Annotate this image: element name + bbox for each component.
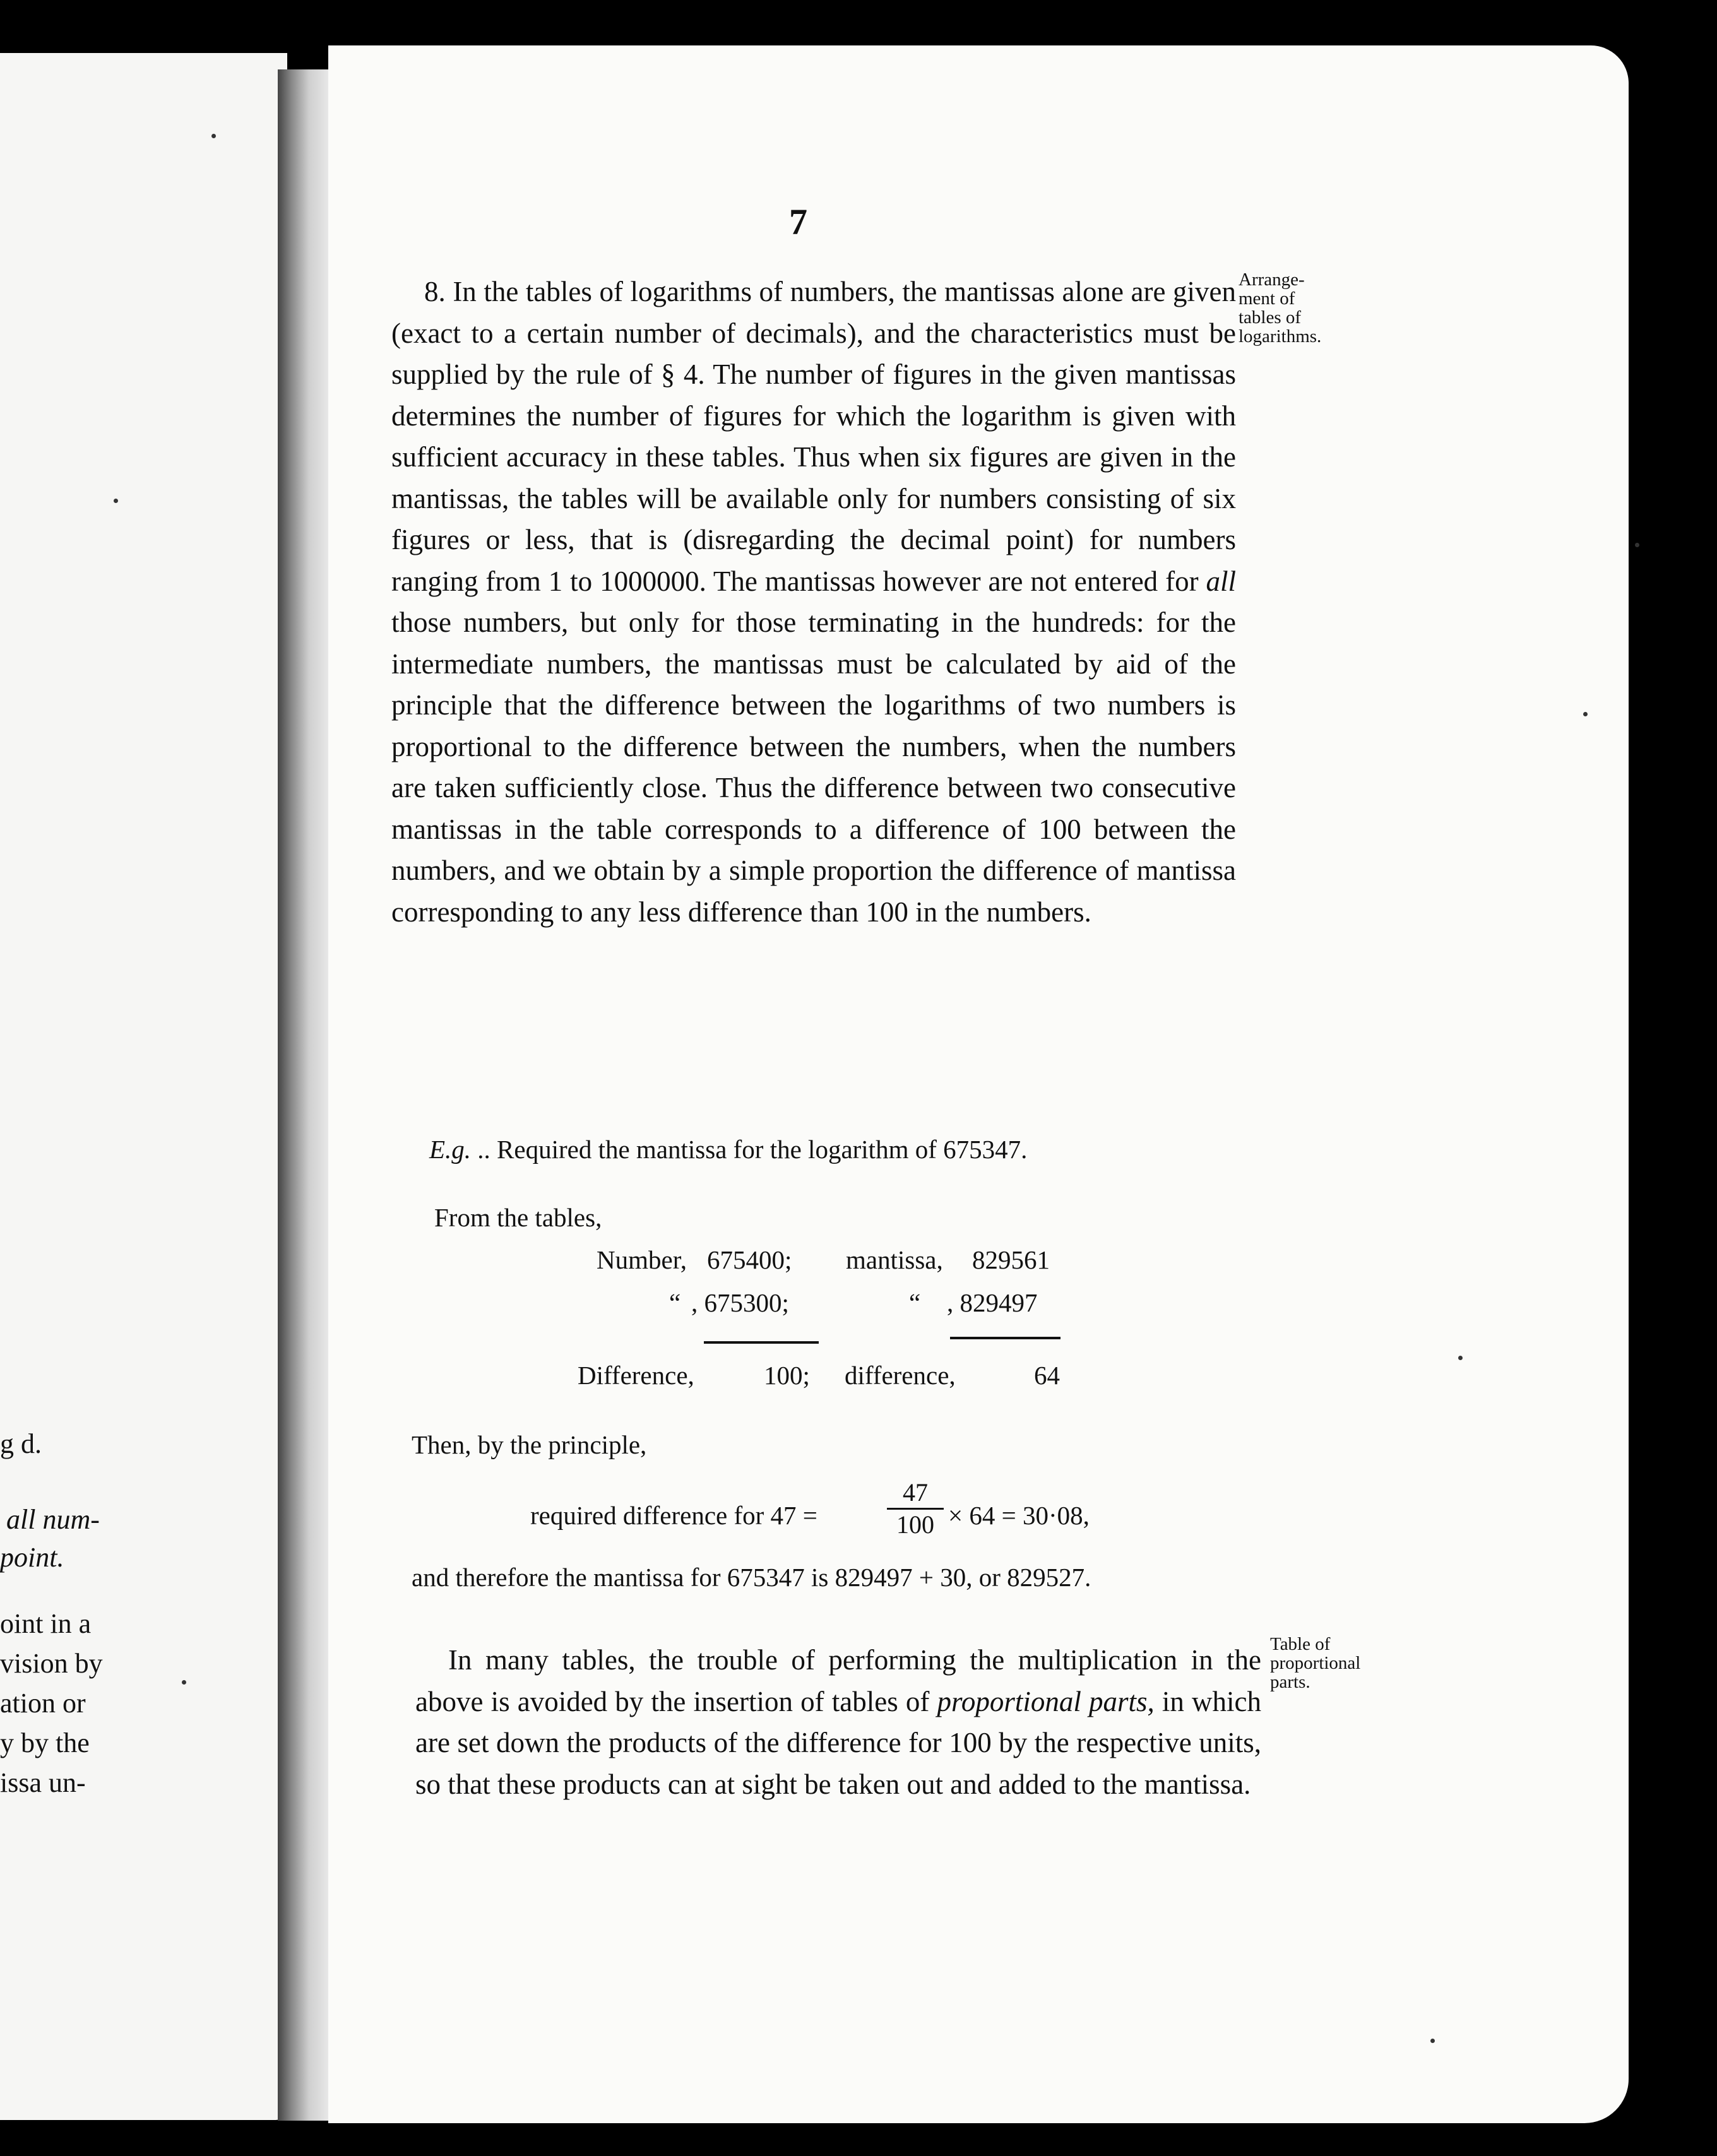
calc-label: Number, — [597, 1245, 687, 1274]
rule-numbers — [704, 1341, 819, 1344]
calc-number: 100; — [764, 1361, 810, 1390]
left-fragment: g d. — [0, 1428, 42, 1459]
sidenote-line: parts. — [1270, 1672, 1310, 1692]
calc-mlabel: “ — [909, 1288, 921, 1317]
calc-mantissa: 829561 — [972, 1245, 1050, 1274]
rule-mantissas — [950, 1337, 1060, 1339]
calc-mlabel: mantissa, — [846, 1245, 943, 1274]
sidenote-line: proportional — [1270, 1653, 1361, 1673]
fraction — [887, 1480, 944, 1537]
emphasis: proportional parts, — [937, 1685, 1155, 1717]
calc-mantissa: , 829497 — [947, 1288, 1038, 1317]
paper-speck — [211, 134, 216, 138]
sidenote-arrangement — [1239, 270, 1321, 346]
paper-speck — [1458, 1356, 1463, 1360]
sidenote-line: tables of — [1239, 307, 1302, 328]
calc-number: , 675300; — [691, 1288, 789, 1317]
left-fragment: oint in a — [0, 1608, 92, 1639]
formula-right: × 64 = 30·08, — [948, 1501, 1090, 1530]
calc-mantissa: 64 — [1034, 1361, 1060, 1390]
book-gutter — [278, 69, 335, 2121]
sidenote-line: Table of — [1270, 1634, 1331, 1654]
paragraph-proportional-parts — [415, 1640, 1261, 1805]
left-fragment: all num- — [6, 1504, 100, 1535]
calc-label: “ — [669, 1288, 681, 1317]
emphasis: all — [1206, 565, 1237, 597]
left-fragment: ation or — [0, 1688, 86, 1719]
calc-label: Difference, — [578, 1361, 694, 1390]
example-label: E.g. — [429, 1135, 472, 1164]
from-tables: From the tables, — [434, 1203, 602, 1232]
fraction-denominator: 100 — [896, 1510, 934, 1539]
calc-mlabel: difference, — [845, 1361, 956, 1390]
paper-speck — [114, 499, 118, 503]
left-fragment: y by the — [0, 1727, 90, 1758]
example-heading — [429, 1134, 1027, 1164]
sidenote-proportional — [1270, 1635, 1360, 1691]
sidenote-line: logarithms. — [1239, 326, 1322, 346]
example-text: .. Required the mantissa for the logarithm of 675347. — [477, 1135, 1028, 1164]
paper-speck — [1430, 2039, 1435, 2043]
formula-left: required difference for 47 = — [530, 1501, 817, 1530]
left-page — [0, 53, 287, 2120]
paper-speck — [1583, 712, 1588, 716]
then-line: Then, by the principle, — [412, 1430, 647, 1459]
sidenote-line: ment of — [1239, 288, 1295, 309]
paper-speck — [1635, 543, 1639, 547]
left-fragment: issa un- — [0, 1767, 86, 1798]
calc-number: 675400; — [707, 1245, 792, 1274]
paragraph-text: In many tables, the trouble of performing the multiplication in the above is avoided by the insertion of tables of proportional parts, in which are set down the products of the difference for 100 by the respective units, so that these products can at sight be taken out and added to the mantissa. — [415, 1644, 1262, 1800]
paper-speck — [182, 1680, 186, 1685]
left-fragment: vision by — [0, 1648, 103, 1679]
left-fragment: point. — [0, 1542, 64, 1573]
fraction-numerator: 47 — [903, 1478, 928, 1507]
fraction-bar — [887, 1508, 944, 1510]
paragraph-text: 8. In the tables of logarithms of numbers, the mantissas alone are given (exact to a certain number of decimals), and the characteristics must be supplied by the rule of § 4. The number of figures in the given mantissas determines the number of figures for which the logarithm is given with sufficient accuracy in these tables. Thus when six figures are given in the mantissas, the tables will be available only for numbers consisting of six figures or less, that is (disregarding the decimal point) for numbers ranging from 1 to 1000000. The mantissas however are not entered for all those numbers, but only for those terminating in the hundreds: for the intermediate numbers, the mantissas must be calculated by aid of the principle that the difference between the logarithms of two numbers is proportional to the difference between the numbers, when the numbers are taken sufficiently close. Thus the difference between two consecutive mantissas in the table corresponds to a difference of 100 between the numbers, and we obtain by a simple proportion the difference of mantissa corresponding to any less difference than 100 in the numbers. — [391, 276, 1237, 928]
conclusion-line: and therefore the mantissa for 675347 is 829497 + 30, or 829527. — [412, 1563, 1091, 1592]
paragraph-logarithm-tables — [391, 271, 1236, 933]
page-number: 7 — [789, 201, 807, 242]
sidenote-line: Arrange- — [1239, 270, 1305, 290]
